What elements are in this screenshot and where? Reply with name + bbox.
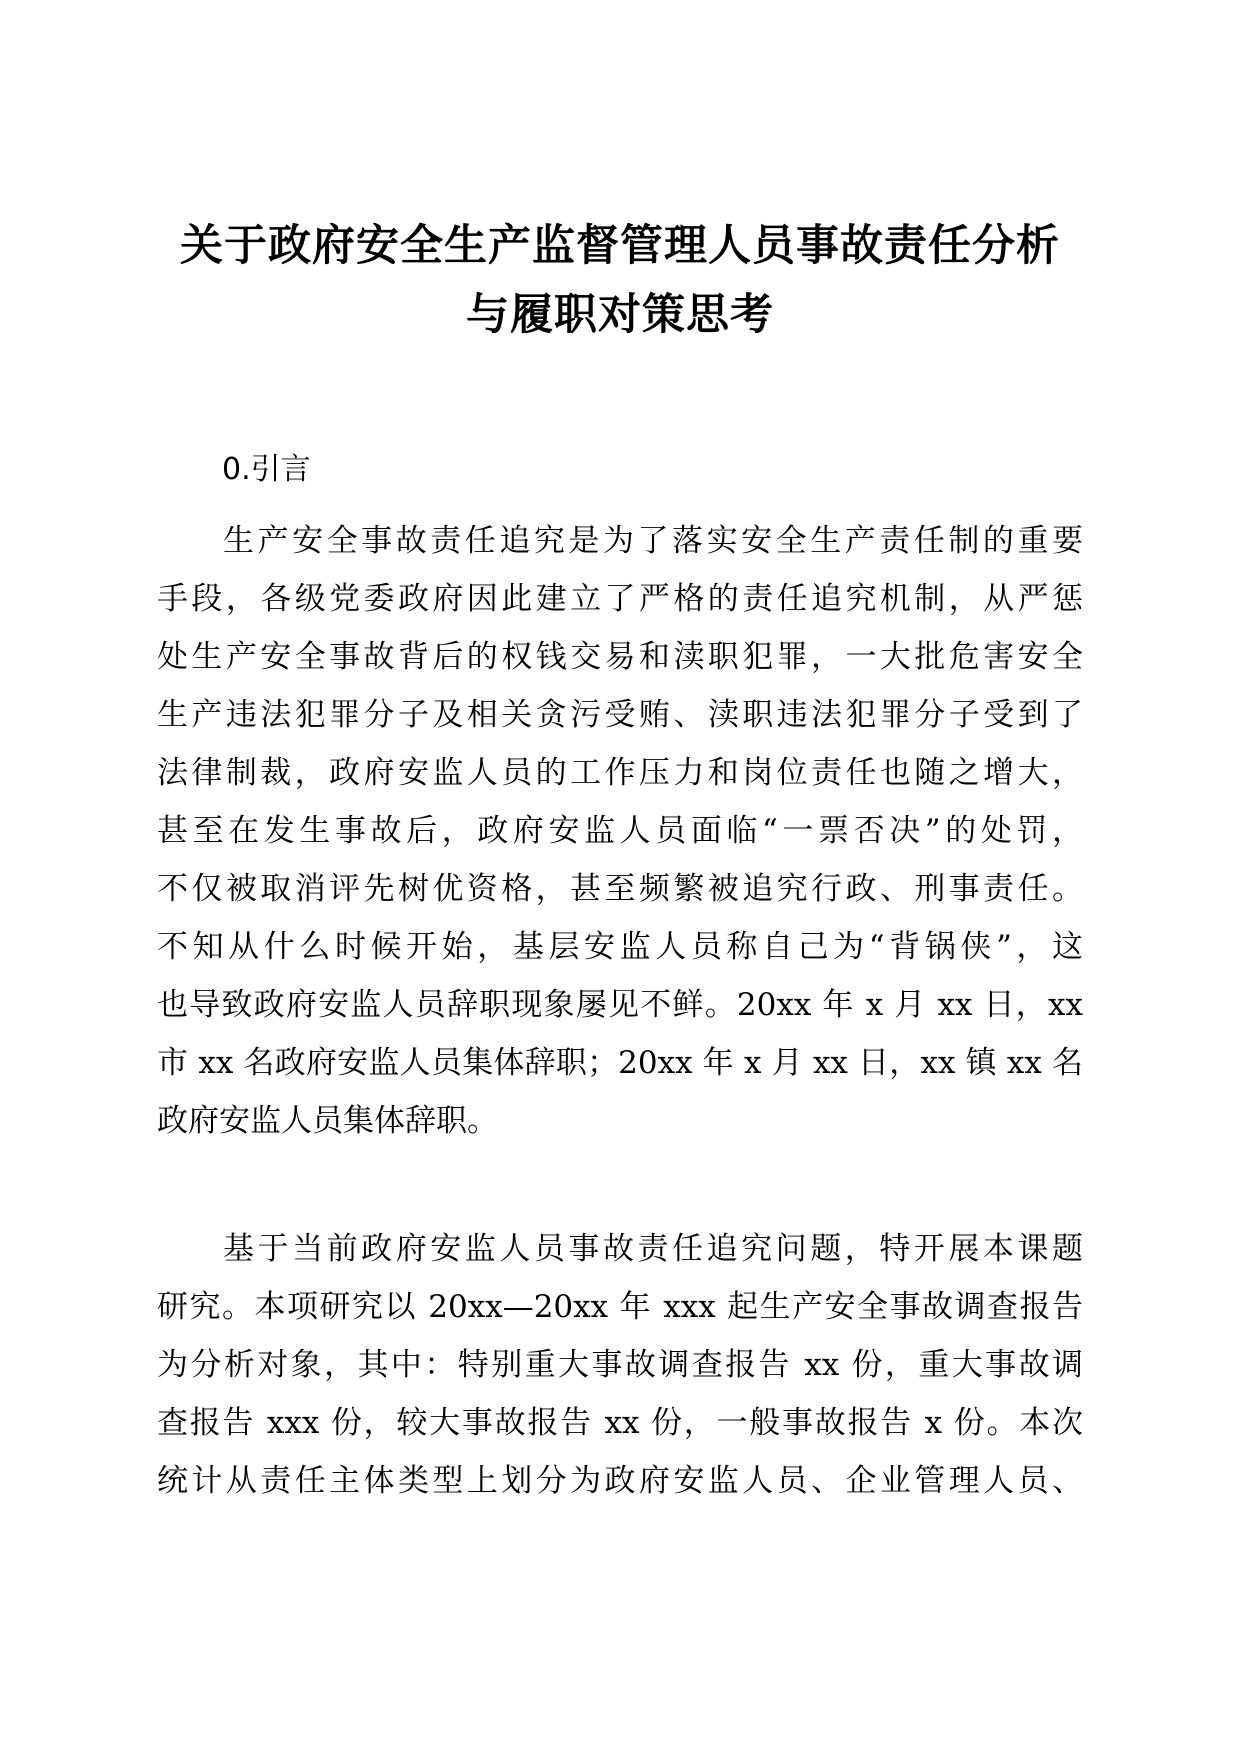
section-heading-introduction: 0.引言: [222, 452, 311, 487]
paragraph-line: 甚至在发生事故后，政府安监人员面临“一票否决”的处罚，: [157, 813, 1083, 849]
paragraph-2: [157, 1220, 1083, 1510]
paragraph-line: 处生产安全事故背后的权钱交易和渎职犯罪，一大批危害安全: [157, 639, 1083, 675]
paragraph-line: 生产违法犯罪分子及相关贪污受贿、渎职违法犯罪分子受到了: [157, 697, 1083, 733]
paragraph-line: 生产安全事故责任追究是为了落实安全生产责任制的重要: [223, 523, 1083, 559]
document-title: [150, 212, 1090, 350]
paragraph-line: 为分析对象，其中：特别重大事故调查报告 xx 份，重大事故调: [157, 1347, 1083, 1383]
paragraph-line: 手段，各级党委政府因此建立了严格的责任追究机制，从严惩: [157, 581, 1083, 617]
paragraph-line: 基于当前政府安监人员事故责任追究问题，特开展本课题: [223, 1231, 1083, 1267]
paragraph-line: 也导致政府安监人员辞职现象屡见不鲜。20xx 年 x 月 xx 日，xx: [157, 987, 1083, 1023]
paragraph-line: 查报告 xxx 份，较大事故报告 xx 份，一般事故报告 x 份。本次: [157, 1405, 1083, 1441]
paragraph-line: 不知从什么时候开始，基层安监人员称自己为“背锅侠”，这: [157, 929, 1083, 965]
paragraph-line: 法律制裁，政府安监人员的工作压力和岗位责任也随之增大，: [157, 755, 1083, 791]
paragraph-line: 统计从责任主体类型上划分为政府安监人员、企业管理人员、: [157, 1463, 1083, 1499]
paragraph-line: 不仅被取消评先树优资格，甚至频繁被追究行政、刑事责任。: [157, 871, 1083, 907]
paragraph-1: [157, 512, 1083, 1150]
title-line: 关于政府安全生产监督管理人员事故责任分析: [180, 221, 1060, 271]
paragraph-line: 研究。本项研究以 20xx—20xx 年 xxx 起生产安全事故调查报告: [157, 1289, 1083, 1325]
title-line: 与履职对策思考: [466, 290, 774, 340]
paragraph-line: 市 xx 名政府安监人员集体辞职；20xx 年 x 月 xx 日，xx 镇 xx 名: [157, 1045, 1083, 1081]
paragraph-line: 政府安监人员集体辞职。: [157, 1103, 498, 1139]
